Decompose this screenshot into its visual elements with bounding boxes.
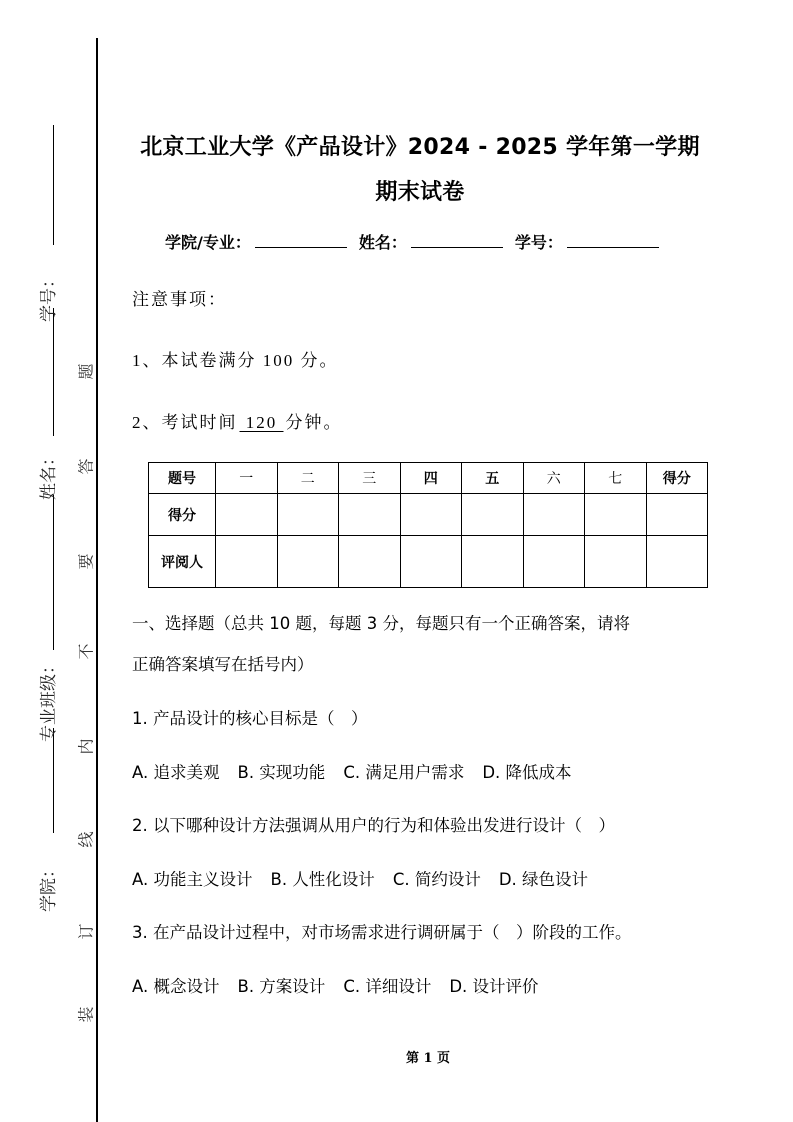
table-header-cell: 一 (216, 463, 278, 494)
option-a[interactable]: A. 概念设计 (132, 977, 220, 996)
option-b[interactable]: B. 方案设计 (237, 977, 326, 996)
grader-cell[interactable] (585, 536, 647, 588)
score-table (148, 462, 708, 588)
info-student-id-blank[interactable] (567, 233, 659, 248)
notice-time-suffix: 分钟。 (285, 413, 343, 432)
grader-cell[interactable] (216, 536, 278, 588)
grader-cell[interactable] (523, 536, 585, 588)
score-cell[interactable] (585, 494, 647, 536)
table-header-cell: 三 (339, 463, 401, 494)
table-header-cell: 题号 (149, 463, 216, 494)
seal-char: 装 (76, 1006, 96, 1023)
label-text: 学号： (39, 271, 59, 322)
option-c[interactable]: C. 简约设计 (392, 870, 481, 889)
question-1-options (132, 759, 590, 783)
score-cell[interactable] (277, 494, 339, 536)
score-cell[interactable] (462, 494, 524, 536)
question-2-stem: 2. 以下哪种设计方法强调从用户的行为和体验出发进行设计（ ） (132, 816, 615, 835)
info-college-major-label: 学院/专业： (165, 233, 251, 252)
score-table-header-row (149, 463, 708, 494)
grader-cell[interactable] (646, 536, 708, 588)
table-row (149, 494, 708, 536)
binding-field-line (53, 728, 54, 833)
option-d[interactable]: D. 降低成本 (482, 763, 572, 782)
student-info-line (165, 230, 671, 253)
option-a[interactable]: A. 功能主义设计 (132, 870, 253, 889)
option-c[interactable]: C. 满足用户需求 (343, 763, 465, 782)
question-3-options (132, 973, 557, 997)
seal-char: 不 (76, 643, 96, 660)
score-cell[interactable] (646, 494, 708, 536)
table-header-cell: 二 (277, 463, 339, 494)
question-1-stem: 1. 产品设计的核心目标是（ ） (132, 709, 368, 728)
question-2-options (132, 866, 606, 890)
score-cell[interactable] (339, 494, 401, 536)
notice-heading: 注意事项： (132, 290, 227, 309)
grader-cell[interactable] (462, 536, 524, 588)
notice-item-full-score: 1、本试卷满分 100 分。 (132, 351, 339, 370)
table-row (149, 536, 708, 588)
notice-time-value: 120 (239, 413, 284, 432)
seal-char: 订 (76, 923, 96, 940)
label-text: 学院： (39, 861, 59, 912)
score-cell[interactable] (216, 494, 278, 536)
seal-char: 线 (76, 831, 96, 848)
page-number: 第 1 页 (405, 1051, 451, 1066)
notice-time-prefix: 2、考试时间 (132, 413, 238, 432)
label-text: 专业班级： (39, 657, 59, 742)
score-cell[interactable] (400, 494, 462, 536)
row-label-score: 得分 (149, 494, 216, 536)
info-college-major-blank[interactable] (255, 233, 347, 248)
info-name-blank[interactable] (411, 233, 503, 248)
binding-field-line (53, 308, 54, 436)
option-b[interactable]: B. 实现功能 (237, 763, 326, 782)
table-header-cell: 七 (585, 463, 647, 494)
option-a[interactable]: A. 追求美观 (132, 763, 220, 782)
table-header-cell: 六 (523, 463, 585, 494)
score-cell[interactable] (523, 494, 585, 536)
grader-cell[interactable] (277, 536, 339, 588)
seal-char: 题 (76, 363, 96, 380)
seal-char: 要 (76, 553, 96, 570)
info-student-id-label: 学号： (514, 233, 563, 252)
notice-item-exam-time (132, 408, 343, 433)
question-3-stem: 3. 在产品设计过程中，对市场需求进行调研属于（ ）阶段的工作。 (132, 923, 632, 942)
table-header-cell: 五 (462, 463, 524, 494)
table-header-cell: 四 (400, 463, 462, 494)
label-text: 姓名： (39, 449, 59, 500)
option-d[interactable]: D. 绿色设计 (498, 870, 589, 889)
option-b[interactable]: B. 人性化设计 (270, 870, 375, 889)
section-heading-line1: 一、选择题（总共 10 题，每题 3 分，每题只有一个正确答案，请将 (132, 614, 630, 633)
seal-char: 内 (76, 738, 96, 755)
section-heading-line2: 正确答案填写在括号内） (132, 655, 314, 674)
exam-subtitle: 期末试卷 (375, 180, 465, 205)
option-c[interactable]: C. 详细设计 (343, 977, 432, 996)
grader-cell[interactable] (400, 536, 462, 588)
info-name-label: 姓名： (358, 233, 407, 252)
row-label-grader: 评阅人 (149, 536, 216, 588)
grader-cell[interactable] (339, 536, 401, 588)
binding-field-line (53, 495, 54, 650)
seal-char: 答 (76, 458, 96, 475)
table-header-cell: 得分 (646, 463, 708, 494)
exam-title: 北京工业大学《产品设计》2024 - 2025 学年第一学期 (140, 135, 700, 160)
option-d[interactable]: D. 设计评价 (449, 977, 539, 996)
